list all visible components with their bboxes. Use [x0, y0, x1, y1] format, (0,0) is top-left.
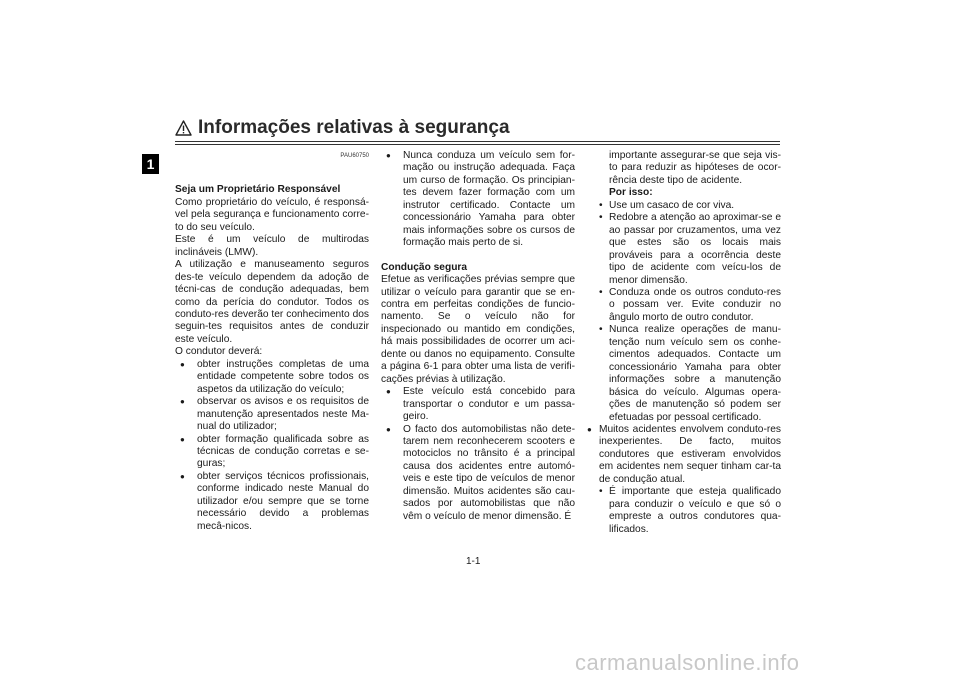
list-item: • Nunca realize operações de manu-tenção num veículo sem os conhe-cimentos adequados. Contacte um concessionário Yamaha para obter informações sobre a manutenção básica do veículo. Algumas opera-ções de manutenção só podem ser efetuadas por pessoal certificado.: [597, 324, 781, 424]
list-item: ● obter serviços técnicos profissionais, conforme indicado neste Manual do utilizador e/ou sempre que se torne necessário devido a problemas mecâ-nicos.: [175, 471, 369, 533]
warning-icon: [175, 120, 192, 136]
column-3: [587, 150, 781, 536]
paragraph: Efetue as verificações prévias sempre que utilizar o veículo para garantir que se en-contra em perfeitas condições de funcio-namento. Se o veículo não for inspecionado ou mantido em condições, há mais possibilidades de ocorrer um aci-dente ou danos no equipamento. Consulte a página 6-1 para obter uma lista de verifi-cações prévias à utilização.: [381, 274, 575, 385]
paragraph: O condutor deverá:: [175, 346, 263, 358]
chapter-tab: 1: [142, 154, 159, 174]
section-heading: Condução segura: [381, 261, 468, 273]
list-item: ● Muitos acidentes envolvem conduto-res inexperientes. De facto, muitos condutores que estiveram envolvidos em acidentes nem sequer tinham car-ta de condução atual.: [587, 424, 781, 486]
page-number: 1-1: [466, 556, 481, 567]
list-item: • Conduza onde os outros conduto-res o possam ver. Evite conduzir no ângulo morto de outro condutor.: [597, 287, 781, 324]
list-item: ● Este veículo está concebido para transportar o condutor e um passa-geiro.: [381, 386, 575, 423]
list-item: ● Nunca conduza um veículo sem for-mação ou instrução adequada. Faça um curso de formação. Os principian-tes devem fazer formação com um instrutor certificado. Contacte um concessionário Yamaha para obter mais informações sobre os cursos de formação mais perto de si.: [381, 150, 575, 250]
list-item: • Use um casaco de cor viva.: [597, 200, 781, 212]
page-title: [175, 117, 510, 139]
paragraph: importante assegurar-se que seja vis-to para reduzir as hipóteses de ocor-rência deste tipo de acidente.: [609, 150, 781, 186]
title-rule-thin: [175, 144, 780, 145]
list-item: • É importante que esteja qualificado para conduzir o veículo e que só o empreste a outros condutores qua-lificados.: [597, 486, 781, 536]
title-rule: [175, 141, 780, 142]
list-item: • Redobre a atenção ao aproximar-se e ao passar por cruzamentos, uma vez que estes são os locais mais prováveis para a ocorrência deste tipo de acidente com veícu-los de menor dimensão.: [597, 212, 781, 287]
column-2: [381, 150, 575, 523]
paragraph: Este é um veículo de multirodas inclináveis (LMW).: [175, 234, 369, 258]
footer-watermark: carmanualsonline.info: [575, 650, 800, 675]
doc-code: PAU60750: [340, 153, 369, 159]
label: Por isso:: [609, 187, 653, 199]
list-item: ● observar os avisos e os requisitos de manutenção apresentados neste Ma-nual do utilizador;: [175, 396, 369, 433]
paragraph: A utilização e manuseamento seguros des-te veículo dependem da adoção de técni-cas de condução adequadas, bem como da perícia do condutor. Todos os conduto-res deverão ter conhecimento dos seguin-tes requisitos antes de conduzir este veículo.: [175, 259, 369, 345]
column-1: [175, 150, 369, 533]
list-item: ● obter formação qualificada sobre as técnicas de condução corretas e se-guras;: [175, 434, 369, 471]
section-heading: Seja um Proprietário Responsável: [175, 184, 341, 196]
list-item: ● O facto dos automobilistas não dete-tarem nem reconhecerem scooters e motociclos no trânsito é a principal causa dos acidentes entre automó-veis e este tipo de veículos de menor dimensão. Muitos acidentes são cau-sados por automobilistas que não vêm o veículo de menor dimensão. É: [381, 424, 575, 524]
list-item: ● obter instruções completas de uma entidade competente sobre todos os aspetos da utilização do veículo;: [175, 359, 369, 396]
page-title-text: Informações relativas à segurança: [198, 117, 510, 138]
paragraph: Como proprietário do veículo, é responsá-vel pela segurança e funcionamento corre-to do seu veículo.: [175, 196, 369, 233]
